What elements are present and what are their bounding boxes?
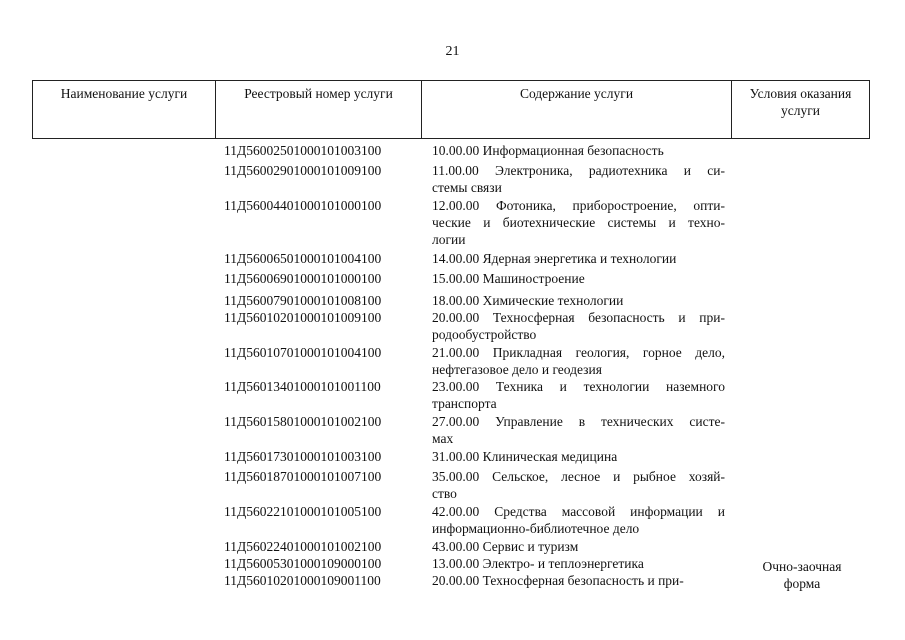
registry-number: 11Д56006901000101000100	[224, 271, 382, 286]
service-content-line: 27.00.00 Управление в технических систе-	[432, 414, 725, 429]
service-content	[432, 142, 725, 159]
service-content	[432, 378, 725, 412]
page-number: 21	[445, 44, 460, 59]
header-service-content: Содержание услуги	[422, 81, 732, 139]
registry-number: 11Д56015801000101002100	[224, 414, 382, 429]
service-content-line: 12.00.00 Фотоника, приборостроение, опти-	[432, 198, 725, 213]
service-content-line: 18.00.00 Химические технологии	[432, 293, 624, 308]
registry-number: 11Д56004401000101000100	[224, 198, 382, 213]
registry-number: 11Д56010201000109001100	[224, 573, 381, 588]
service-content	[432, 468, 725, 502]
service-content-line: логии	[432, 232, 466, 247]
service-content-line: ство	[432, 486, 457, 501]
header-service-conditions: Условия оказания услуги	[732, 81, 870, 139]
service-content	[432, 572, 725, 589]
registry-number: 11Д56010701000101004100	[224, 345, 382, 360]
service-content-line: нефтегазовое дело и геодезия	[432, 362, 602, 377]
service-content	[432, 448, 725, 465]
service-content	[432, 344, 725, 378]
condition-line: Очно-заочная	[762, 559, 842, 574]
condition-line: форма	[783, 576, 821, 591]
service-content-line: 10.00.00 Информационная безопасность	[432, 143, 664, 158]
service-content	[432, 162, 725, 196]
service-content-line: 43.00.00 Сервис и туризм	[432, 539, 579, 554]
registry-number: 11Д56013401000101001100	[224, 379, 381, 394]
service-content-line: 21.00.00 Прикладная геология, горное дело,	[432, 345, 725, 360]
service-content	[432, 503, 725, 537]
registry-number: 11Д56022401000101002100	[224, 539, 382, 554]
table-header	[32, 80, 870, 139]
registry-number: 11Д56017301000101003100	[224, 449, 382, 464]
service-content-line: 13.00.00 Электро- и теплоэнергетика	[432, 556, 644, 571]
condition-cell	[736, 558, 868, 592]
service-content-line: стемы связи	[432, 180, 502, 195]
service-content-line: 20.00.00 Техносферная безопасность и при-	[432, 310, 725, 325]
service-content-line: 14.00.00 Ядерная энергетика и технологии	[432, 251, 677, 266]
service-content-line: транспорта	[432, 396, 497, 411]
service-content	[432, 270, 725, 287]
service-content-line: информационно-библиотечное дело	[432, 521, 640, 536]
service-content-line: 20.00.00 Техносферная безопасность и при-	[432, 573, 684, 588]
registry-number: 11Д56022101000101005100	[224, 504, 382, 519]
service-content-line: 11.00.00 Электроника, радиотехника и си-	[432, 163, 725, 178]
registry-number: 11Д56018701000101007100	[224, 469, 382, 484]
service-content-line: мах	[432, 431, 454, 446]
registry-number: 11Д56007901000101008100	[224, 293, 382, 308]
registry-number: 11Д56002501000101003100	[224, 143, 382, 158]
registry-number: 11Д56010201000101009100	[224, 310, 382, 325]
service-content-line: 35.00.00 Сельское, лесное и рыбное хозяй-	[432, 469, 725, 484]
service-content	[432, 197, 725, 248]
service-content	[432, 292, 725, 309]
header-registry-number: Реестровый номер услуги	[216, 81, 422, 139]
service-content-line: 23.00.00 Техника и технологии наземного	[432, 379, 725, 394]
service-content	[432, 413, 725, 447]
registry-number: 11Д56006501000101004100	[224, 251, 382, 266]
service-content	[432, 555, 725, 572]
service-content	[432, 309, 725, 343]
service-content	[432, 538, 725, 555]
service-content-line: 15.00.00 Машиностроение	[432, 271, 585, 286]
service-content-line: 31.00.00 Клиническая медицина	[432, 449, 618, 464]
service-content-line: 42.00.00 Средства массовой информации и	[432, 504, 725, 519]
service-content	[432, 250, 725, 267]
header-service-name: Наименование услуги	[33, 81, 216, 139]
registry-number: 11Д56005301000109000100	[224, 556, 382, 571]
registry-number: 11Д56002901000101009100	[224, 163, 382, 178]
service-content-line: ческие и биотехнические системы и техно-	[432, 215, 725, 230]
service-content-line: родообустройство	[432, 327, 537, 342]
